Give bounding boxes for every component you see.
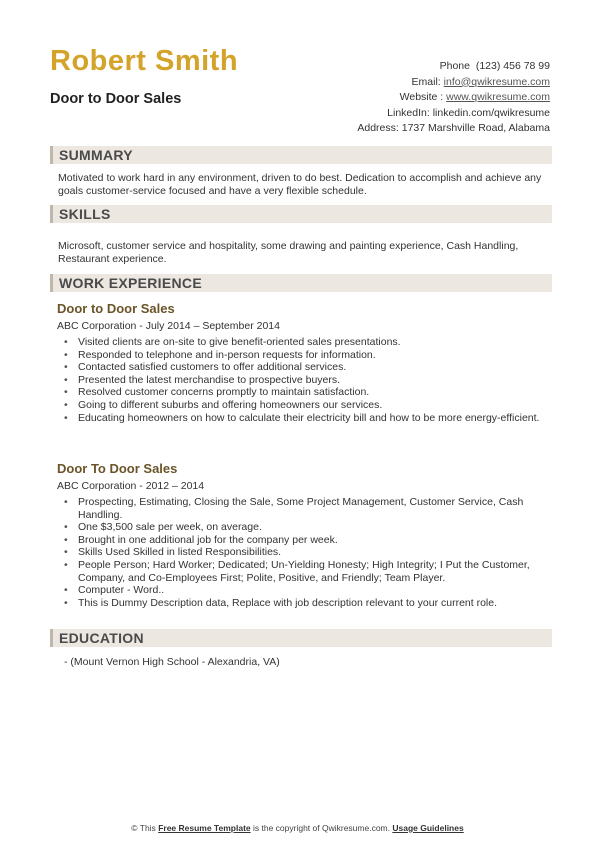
job-title: Door to Door Sales (57, 301, 175, 316)
list-item: • Resolved customer concerns promptly to maintain satisfaction. (64, 386, 548, 399)
free-resume-template-link[interactable]: Free Resume Template (158, 823, 251, 833)
list-item: • Brought in one additional job for the company per week. (64, 534, 548, 547)
email-label: Email: (411, 75, 441, 88)
summary-text: Motivated to work hard in any environment, driven to do best. Dedication to accomplish and achieve any goals customer-service focused and have a very flexible schedule. (58, 172, 542, 197)
contact-website (357, 90, 550, 106)
website-label: Website : (399, 91, 444, 103)
job-company-dates: ABC Corporation - July 2014 – September 2014 (57, 320, 280, 332)
job-company-dates: ABC Corporation - 2012 – 2014 (57, 480, 205, 492)
email-link[interactable]: info@qwikresume.com (443, 75, 550, 88)
candidate-name: Robert Smith (50, 45, 239, 77)
contact-phone (357, 59, 550, 75)
summary-heading: SUMMARY (59, 147, 133, 163)
job-responsibilities-list (64, 496, 548, 609)
contact-address (357, 121, 550, 137)
contact-block (357, 59, 550, 137)
summary-section-header (50, 146, 552, 164)
list-item: • People Person; Hard Worker; Dedicated; Un-Yielding Honesty; High Integrity; I Put the Customer, Company, and Co-Employees First; Polite, Positive, and Friendly; Team Player. (64, 559, 548, 584)
education-entry: - (Mount Vernon High School - Alexandria, VA) (64, 656, 280, 668)
list-item: • Presented the latest merchandise to prospective buyers. (64, 374, 548, 387)
list-item: • Visited clients are on-site to give benefit-oriented sales presentations. (64, 336, 548, 349)
address-label: Address: (357, 122, 399, 134)
list-item: • Prospecting, Estimating, Closing the Sale, Some Project Management, Customer Service, Cash Handling. (64, 496, 548, 521)
linkedin-value: linkedin.com/qwikresume (432, 106, 550, 119)
usage-guidelines-link[interactable]: Usage Guidelines (392, 823, 464, 833)
phone-value: (123) 456 78 99 (475, 60, 550, 72)
education-section-header (50, 629, 552, 647)
skills-text: Microsoft, customer service and hospitality, some drawing and painting experience, Cash Handling, Restaurant experience. (58, 240, 519, 265)
footer-middle: is the copyright of Qwikresume.com. (253, 823, 390, 833)
phone-label: Phone (439, 60, 470, 72)
list-item: • Going to different suburbs and offering homeowners our services. (64, 399, 548, 412)
candidate-job-title: Door to Door Sales (50, 91, 182, 107)
skills-heading: SKILLS (59, 206, 111, 222)
list-item: • One $3,500 sale per week, on average. (64, 521, 548, 534)
education-heading: EDUCATION (59, 630, 144, 646)
list-item: • Skills Used Skilled in listed Responsibilities. (64, 546, 548, 559)
list-item: • Computer - Word.. (64, 584, 548, 597)
job-title: Door To Door Sales (57, 461, 178, 476)
experience-heading: WORK EXPERIENCE (59, 275, 202, 291)
list-item: • Contacted satisfied customers to offer additional services. (64, 361, 548, 374)
experience-section-header (50, 274, 552, 292)
address-value: 1737 Marshville Road, Alabama (401, 122, 550, 134)
skills-section-header (50, 205, 552, 223)
job-responsibilities-list (64, 336, 548, 424)
contact-email (357, 75, 550, 91)
copyright-footer (0, 823, 595, 833)
footer-prefix: © This (131, 823, 156, 833)
website-link[interactable]: www.qwikresume.com (446, 91, 550, 103)
list-item: • This is Dummy Description data, Replace with job description relevant to your current role. (64, 597, 548, 610)
linkedin-label: LinkedIn: (387, 106, 430, 119)
list-item: • Educating homeowners on how to calculate their electricity bill and how to be more energy-efficient. (64, 412, 548, 425)
list-item: • Responded to telephone and in-person requests for information. (64, 349, 548, 362)
contact-linkedin (357, 106, 550, 122)
